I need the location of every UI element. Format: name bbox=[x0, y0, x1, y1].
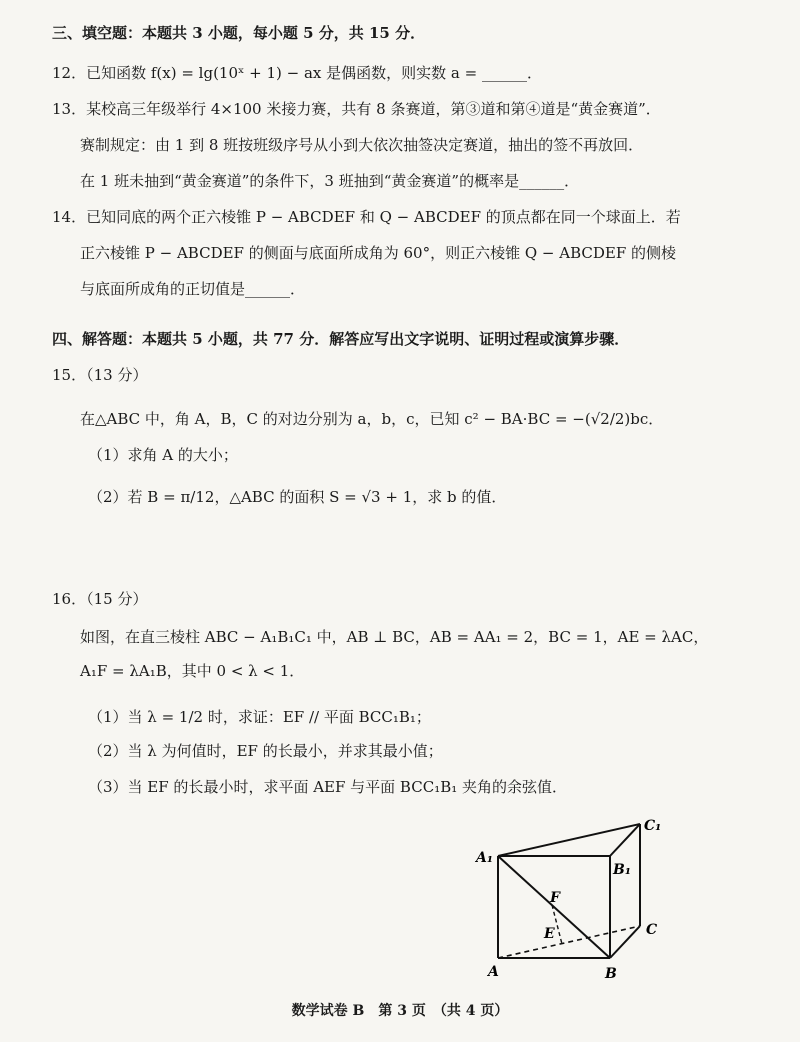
question-16-stem-1: 如图，在直三棱柱 ABC − A₁B₁C₁ 中，AB ⊥ BC，AB = AA₁ = 2，BC = 1，AE = λAC， bbox=[80, 628, 709, 646]
edge-a-c-hidden bbox=[498, 926, 640, 958]
page-footer: 数学试卷 B 第 3 页 （共 4 页） bbox=[291, 1003, 509, 1019]
answer-section-header: 四、解答题：本题共 5 小题，共 77 分．解答应写出文字说明、证明过程或演算步骤． bbox=[52, 330, 630, 348]
label-c1: C₁ bbox=[644, 818, 662, 834]
label-c: C bbox=[646, 922, 658, 938]
question-13-line-3: 在 1 班未抽到“黄金赛道”的条件下，3 班抽到“黄金赛道”的概率是______． bbox=[80, 172, 580, 190]
question-14-line-2: 正六棱锥 P − ABCDEF 的侧面与底面所成角为 60°，则正六棱锥 Q − ABCDEF 的侧棱 bbox=[80, 244, 677, 262]
question-16-stem-2: A₁F = λA₁B，其中 0 < λ < 1． bbox=[80, 662, 305, 680]
prism-figure bbox=[470, 810, 670, 985]
label-f: F bbox=[550, 890, 560, 906]
question-14-line-1: 14．已知同底的两个正六棱锥 P − ABCDEF 和 Q − ABCDEF 的顶点都在同一个球面上．若 bbox=[52, 208, 681, 226]
edge-a1-c1 bbox=[498, 824, 640, 856]
label-b: B bbox=[605, 966, 617, 982]
question-16-part-3: （3）当 EF 的长最小时，求平面 AEF 与平面 BCC₁B₁ 夹角的余弦值． bbox=[88, 778, 568, 796]
label-a: A bbox=[488, 964, 499, 980]
question-16-part-1: （1）当 λ = 1/2 时，求证：EF // 平面 BCC₁B₁； bbox=[88, 708, 431, 726]
question-15-header: 15．（13 分） bbox=[52, 366, 148, 384]
question-14-line-3: 与底面所成角的正切值是______． bbox=[80, 280, 306, 298]
edge-b-c bbox=[610, 926, 640, 958]
segment-a1-b bbox=[498, 856, 610, 958]
question-15-stem: 在△ABC 中，角 A，B，C 的对边分别为 a，b，c，已知 c² − BA·BC = −(√2/2)bc． bbox=[80, 410, 664, 428]
question-13-line-1: 13．某校高三年级举行 4×100 米接力赛，共有 8 条赛道，第③道和第④道是“黄金赛道”． bbox=[52, 100, 661, 118]
question-16-header: 16．（15 分） bbox=[52, 590, 148, 608]
label-b1: B₁ bbox=[613, 862, 631, 878]
question-15-part-2: （2）若 B = π/12，△ABC 的面积 S = √3 + 1，求 b 的值． bbox=[88, 488, 507, 506]
question-15-part-1: （1）求角 A 的大小； bbox=[88, 446, 238, 464]
question-12: 12．已知函数 f(x) = lg(10ˣ + 1) − ax 是偶函数，则实数 a = ______． bbox=[52, 64, 542, 82]
label-e: E bbox=[544, 926, 555, 942]
fill-blank-section-header: 三、填空题：本题共 3 小题，每小题 5 分，共 15 分． bbox=[52, 24, 426, 42]
label-a1: A₁ bbox=[476, 850, 493, 866]
question-16-part-2: （2）当 λ 为何值时，EF 的长最小，并求其最小值； bbox=[88, 742, 443, 760]
question-13-line-2: 赛制规定：由 1 到 8 班按班级序号从小到大依次抽签决定赛道，抽出的签不再放回． bbox=[80, 136, 644, 154]
